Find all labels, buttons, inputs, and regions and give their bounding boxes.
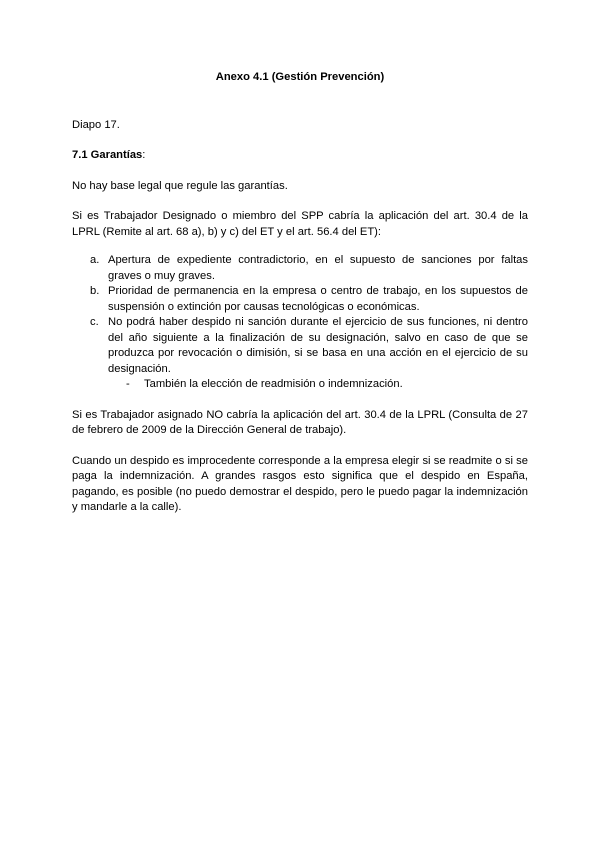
- document-page: [72, 70, 528, 516]
- list-marker: c.: [90, 316, 99, 328]
- paragraph-designated-worker: Si es Trabajador Designado o miembro del SPP cabría la aplicación del art. 30.4 de la LPRL (Remite al art. 68 a), b) y c) del ET y el art. 56.4 del ET):: [72, 210, 528, 238]
- guarantees-list: [72, 253, 528, 377]
- list-item-text: Apertura de expediente contradictorio, en el supuesto de sanciones por faltas graves o muy graves.: [108, 254, 528, 282]
- sub-list-item: [72, 377, 528, 393]
- section-heading-line: [72, 148, 528, 164]
- section-heading-colon: :: [142, 149, 146, 161]
- sub-list-item-text: También la elección de readmisión o indemnización.: [144, 378, 403, 390]
- section-heading: 7.1 Garantías: [72, 149, 143, 161]
- list-marker: b.: [90, 285, 100, 297]
- paragraph-assigned-worker: Si es Trabajador asignado NO cabría la aplicación del art. 30.4 de la LPRL (Consulta de 27 de febrero de 2009 de la Dirección General de trabajo).: [72, 408, 528, 436]
- paragraph-unfair-dismissal: Cuando un despido es improcedente corresponde a la empresa elegir si se readmite o si se paga la indemnización. A grandes rasgos esto significa que el despido en España, pagando, es posible (no puedo demostrar el despido, pero le puedo pagar la indemnización y mandarle a la calle).: [72, 454, 528, 513]
- slide-reference: Diapo 17.: [72, 118, 120, 131]
- list-item-text: Prioridad de permanencia en la empresa o centro de trabajo, en los supuestos de suspensión o extinción por causas tecnológicas o económicas.: [108, 285, 528, 313]
- list-item: [72, 253, 528, 284]
- list-marker: a.: [90, 254, 100, 266]
- dash-marker: -: [126, 378, 130, 390]
- list-item: [72, 315, 528, 377]
- paragraph-no-legal-base: No hay base legal que regule las garantías.: [72, 179, 288, 192]
- list-item: [72, 284, 528, 315]
- list-item-text: No podrá haber despido ni sanción durante el ejercicio de sus funciones, ni dentro del año siguiente a la finalización de su designación, salvo en caso de que se produzca por revocación o dimisión, si se basa en una acción en el ejercicio de su designación.: [108, 316, 528, 375]
- document-title: Anexo 4.1 (Gestión Prevención): [215, 71, 385, 83]
